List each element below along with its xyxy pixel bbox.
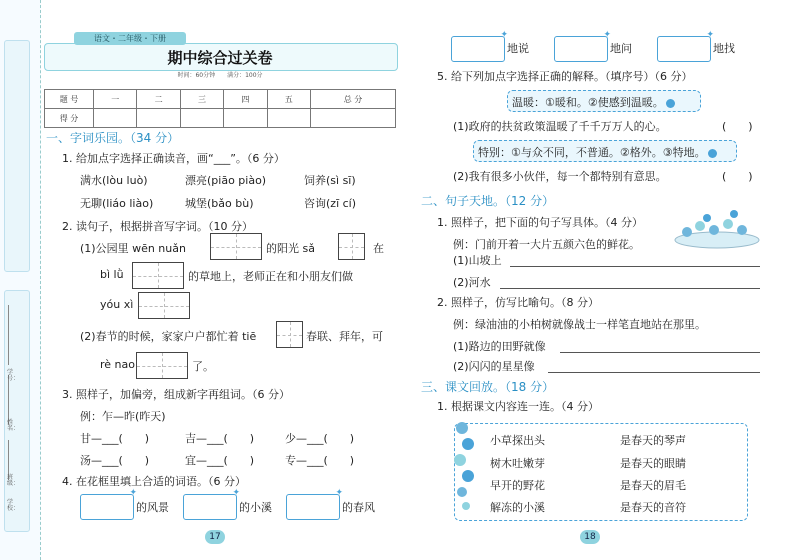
answer-paren[interactable]: ( ) — [722, 170, 753, 183]
q2-text: 在 — [373, 242, 384, 255]
p1-prompt-a: (1)山坡上 — [453, 254, 502, 267]
score-header-cell: 题 号 — [45, 90, 94, 109]
section-heading-1: 一、字词乐园。（34 分） — [46, 131, 180, 145]
p1-prompt-b: (2)河水 — [453, 276, 491, 289]
q3-item[interactable]: 专—___( ) — [285, 454, 355, 467]
section-heading-3: 三、课文回放。（18 分） — [421, 380, 555, 394]
char-grid[interactable] — [276, 321, 303, 348]
question-4: 4. 在花框里填上合适的词语。（6 分） — [62, 475, 246, 488]
q3-item[interactable]: 宜—___( ) — [185, 454, 255, 467]
p2-example: 例：绿油油的小柏树就像战士一样笔直地站在那里。 — [453, 318, 706, 331]
definition-text: 特别：①与众不同，不普通。②格外。③特地。 — [478, 144, 717, 160]
strip-notice-box — [4, 40, 30, 272]
char-grid[interactable] — [210, 233, 262, 260]
answer-line[interactable] — [500, 288, 760, 289]
bubble-icon — [666, 99, 675, 108]
strip-label-class: 班级： — [7, 474, 20, 488]
question-5: 5. 给下列加点字选择正确的解释。（填序号）（6 分） — [437, 70, 693, 83]
word-fill-box[interactable] — [80, 494, 134, 520]
match-left-item[interactable]: 解冻的小溪 — [490, 501, 545, 514]
score-cell[interactable] — [267, 109, 310, 128]
q2-text: (2)春节的时候，家家户户都忙着 tiē — [80, 330, 257, 343]
sentence-1: (1)政府的扶贫政策温暖了千千万万人的心。 — [453, 120, 667, 133]
char-grid[interactable] — [136, 352, 188, 379]
q3-item[interactable]: 少—___( ) — [285, 432, 355, 445]
q2-text: bì lǜ — [100, 268, 124, 281]
q2-text: 的阳光 sǎ — [266, 242, 315, 255]
question-2: 2. 读句子，根据拼音写字词。（10 分） — [62, 220, 253, 233]
score-cell[interactable] — [180, 109, 223, 128]
q3-item[interactable]: 汤—___( ) — [80, 454, 150, 467]
strip-label-name: 姓名： — [7, 419, 20, 433]
q4-item: 的小溪 — [239, 501, 272, 514]
section-heading-2: 二、句子天地。（12 分） — [421, 194, 555, 208]
q2-text: 了。 — [192, 360, 214, 373]
page-title: 期中综合过关卷 — [167, 49, 273, 67]
binding-strip — [0, 0, 41, 560]
top-fill-item: 地问 — [610, 42, 632, 55]
q4-item: 的风景 — [136, 501, 169, 514]
answer-paren[interactable]: ( ) — [722, 120, 753, 133]
question-p2: 2. 照样子，仿写比喻句。（8 分） — [437, 296, 599, 309]
score-table — [44, 89, 396, 128]
page-number: 18 — [580, 530, 600, 544]
answer-line[interactable] — [560, 352, 760, 353]
score-cell[interactable] — [310, 109, 395, 128]
q2-text: yóu xì — [100, 298, 134, 311]
word-fill-box[interactable] — [183, 494, 237, 520]
word-fill-box[interactable] — [657, 36, 711, 62]
match-right-item[interactable]: 是春天的音符 — [620, 501, 686, 514]
match-left-item[interactable]: 早开的野花 — [490, 479, 545, 492]
score-header-cell: 五 — [267, 90, 310, 109]
q2-text: 春联、拜年，可 — [306, 330, 383, 343]
q3-item[interactable]: 吉—___( ) — [185, 432, 255, 445]
answer-line[interactable] — [548, 372, 760, 373]
definition-text: 温暖：①暖和。②使感到温暖。 — [512, 94, 675, 110]
word-fill-box[interactable] — [554, 36, 608, 62]
p2-prompt-b: (2)闪闪的星星像 — [453, 360, 535, 373]
match-left-item[interactable]: 树木吐嫩芽 — [490, 457, 545, 470]
question-r1: 1. 根据课文内容连一连。（4 分） — [437, 400, 599, 413]
q1-item[interactable]: 漂亮(piāo piào) — [185, 174, 267, 187]
char-grid[interactable] — [338, 233, 365, 260]
char-grid[interactable] — [138, 292, 190, 319]
score-header-cell: 总 分 — [310, 90, 395, 109]
flower-vine-illustration — [448, 418, 482, 518]
score-header-cell: 三 — [180, 90, 223, 109]
page-number: 17 — [205, 530, 225, 544]
q1-item[interactable]: 无聊(liáo liào) — [80, 197, 154, 210]
p1-example: 例：门前开着一大片五颜六色的鲜花。 — [453, 238, 640, 251]
p2-prompt-a: (1)路边的田野就像 — [453, 340, 546, 353]
score-header-cell: 二 — [137, 90, 180, 109]
exam-meta: 时间：60分钟 满分：100分 — [177, 72, 263, 79]
q2-text: 的草地上，老师正在和小朋友们做 — [188, 270, 353, 283]
strip-label-id: 学号： — [7, 369, 20, 383]
q4-item: 的春风 — [342, 501, 375, 514]
q2-text: (1)公园里 wēn nuǎn — [80, 242, 186, 255]
match-left-item[interactable]: 小草探出头 — [490, 434, 545, 447]
score-cell[interactable] — [224, 109, 267, 128]
char-grid[interactable] — [132, 262, 184, 289]
question-3: 3. 照样子，加偏旁，组成新字再组词。（6 分） — [62, 388, 290, 401]
score-cell[interactable] — [94, 109, 137, 128]
q1-item[interactable]: 饲养(sì sī) — [304, 174, 356, 187]
question-1: 1. 给加点字选择正确读音，画“___”。（6 分） — [62, 152, 285, 165]
q1-item[interactable]: 满水(lòu luò) — [80, 174, 148, 187]
q3-example: 例：乍—昨(昨天) — [80, 410, 166, 423]
word-fill-box[interactable] — [451, 36, 505, 62]
score-header-cell: 一 — [94, 90, 137, 109]
top-fill-item: 地找 — [713, 42, 735, 55]
match-right-item[interactable]: 是春天的眉毛 — [620, 479, 686, 492]
top-fill-item: 地说 — [507, 42, 529, 55]
strip-label-school: 学校： — [7, 499, 20, 513]
answer-line[interactable] — [510, 266, 760, 267]
sentence-2: (2)我有很多小伙伴，每一个都特别有意思。 — [453, 170, 667, 183]
q3-item[interactable]: 甘—___( ) — [80, 432, 150, 445]
word-fill-box[interactable] — [286, 494, 340, 520]
score-row-label: 得 分 — [45, 109, 94, 128]
flower-illustration — [672, 206, 762, 250]
score-header-cell: 四 — [224, 90, 267, 109]
q1-item[interactable]: 咨询(zī cí) — [304, 197, 357, 210]
q2-text: rè nao — [100, 358, 135, 371]
bubble-icon — [708, 149, 717, 158]
match-right-item[interactable]: 是春天的琴声 — [620, 434, 686, 447]
q1-item[interactable]: 城堡(bǎo bù) — [185, 197, 254, 210]
match-right-item[interactable]: 是春天的眼睛 — [620, 457, 686, 470]
score-cell[interactable] — [137, 109, 180, 128]
subject-banner: 语文・二年级・下册 — [74, 32, 186, 45]
question-p1: 1. 照样子，把下面的句子写具体。（4 分） — [437, 216, 643, 229]
